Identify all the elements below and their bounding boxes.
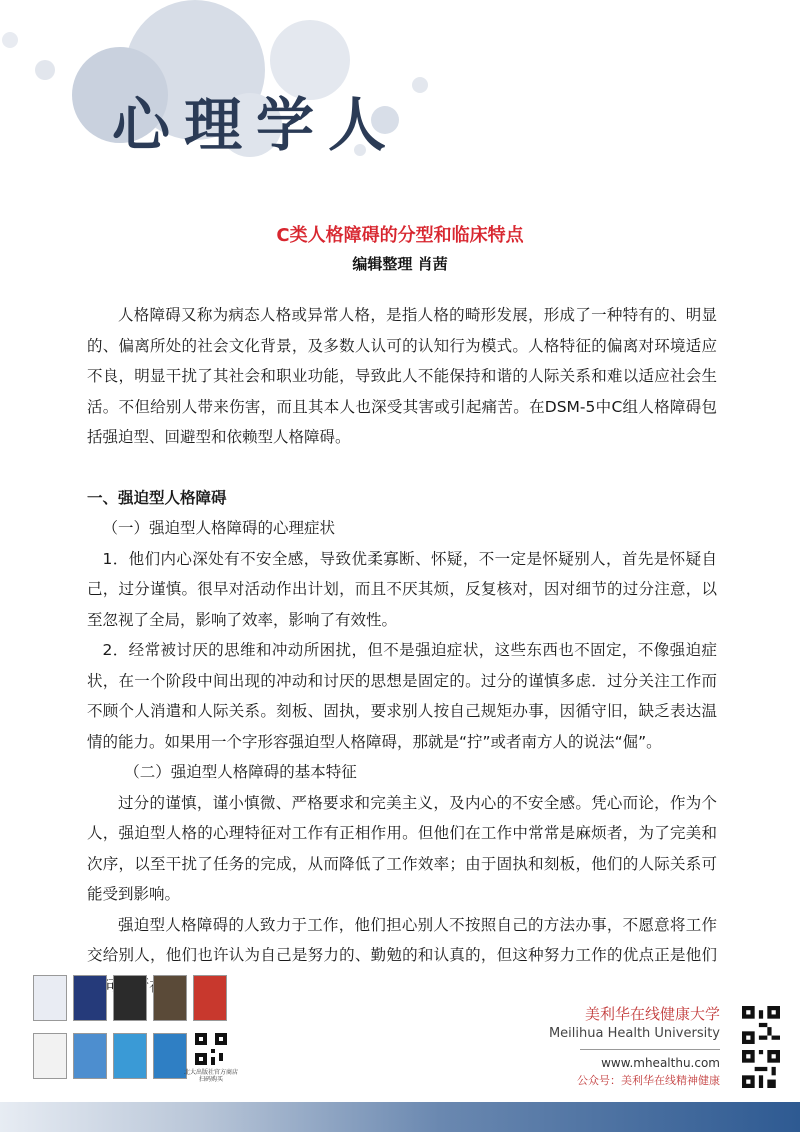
brand-url[interactable]: www.mhealthu.com — [601, 1056, 720, 1070]
brand-block — [549, 1003, 720, 1088]
book-cover — [73, 975, 107, 1021]
subsection-heading: （一）强迫型人格障碍的心理症状 — [102, 519, 336, 537]
book-cover — [113, 975, 147, 1021]
qr-code-icon — [742, 1050, 780, 1088]
feature-paragraph-1: 过分的谨慎，谨小慎微、严格要求和完美主义，及内心的不安全感。凭心而论，作为个人，强迫型人格的心理特征对工作有正相作用。但他们在工作中常常是麻烦者，为了完美和次序，以至干扰了任务的完成，从而降低了工作效率；由于固执和刻板，他们的人际关系可能受到影响。 — [87, 793, 717, 903]
book-cover — [73, 1033, 107, 1079]
brand-wechat: 公众号：美利华在线精神健康 — [577, 1074, 720, 1087]
article-body — [87, 300, 717, 1001]
intro-paragraph: 人格障碍又称为病态人格或异常人格，是指人格的畸形发展，形成了一种特有的、明显的、偏离所处的社会文化背景，及多数人认可的认知行为模式。人格特征的偏离对环境适应不良，明显干扰了其社会和职业功能，导致此人不能保持和谐的人际关系和难以适应社会生活。不但给别人带来伤害，而且其本人也深受其害或引起痛苦。在DSM-5中C组人格障碍包括强迫型、回避型和依赖型人格障碍。 — [87, 306, 717, 446]
article-title: C类人格障碍的分型和临床特点 — [276, 225, 524, 246]
article-author: 编辑整理 肖茜 — [352, 255, 448, 273]
feature-paragraph-2: 强迫型人格障碍的人致力于工作，他们担心别人不按照自己的方法办事，不愿意将工作交给别人，他们也许认为自己是努力的、勤勉的和认真的，但这种努力工作的优点正是他们的问题 — [87, 915, 717, 995]
book-covers-promo — [33, 975, 238, 1085]
book-cover — [33, 1033, 67, 1079]
section-heading: 一、强迫型人格障碍 — [87, 488, 227, 507]
qr-caption: 北大出版社官方商店 扫码购买 — [183, 1069, 238, 1083]
subsection-heading: （二）强迫型人格障碍的基本特征 — [124, 763, 357, 781]
brand-name-cn: 美利华在线健康大学 — [584, 1005, 720, 1023]
book-cover — [153, 975, 187, 1021]
symptom-paragraph-1: 1．他们内心深处有不安全感，导致优柔寡断、怀疑，不一定是怀疑别人，首先是怀疑自己，过分谨慎。很早对活动作出计划，而且不厌其烦，反复核对，因对细节的过分注意，以至忽视了全局，影响了效率，影响了有效性。 — [87, 549, 717, 629]
symptom-paragraph-2: 2．经常被讨厌的思维和冲动所困扰，但不是强迫症状，这些东西也不固定，不像强迫症状，在一个阶段中间出现的冲动和讨厌的思想是固定的。过分的谨慎多虑．过分关注工作而不顾个人消遣和人际关系。刻板、固执，要求别人按自己规矩办事，因循守旧，缺乏表达温情的能力。如果用一个字形容强迫型人格障碍，那就是“拧”或者南方人的说法“倔”。 — [87, 641, 717, 751]
book-cover — [113, 1033, 147, 1079]
brand-name-en: Meilihua Health University — [548, 1026, 720, 1041]
qr-code-icon — [742, 1006, 780, 1044]
qr-code-icon — [195, 1033, 227, 1065]
footer-color-bar — [0, 1102, 800, 1132]
brand-divider — [580, 1049, 720, 1050]
magazine-logo-title: 心理学人 — [112, 91, 401, 159]
book-cover — [33, 975, 67, 1021]
book-cover — [193, 975, 227, 1021]
